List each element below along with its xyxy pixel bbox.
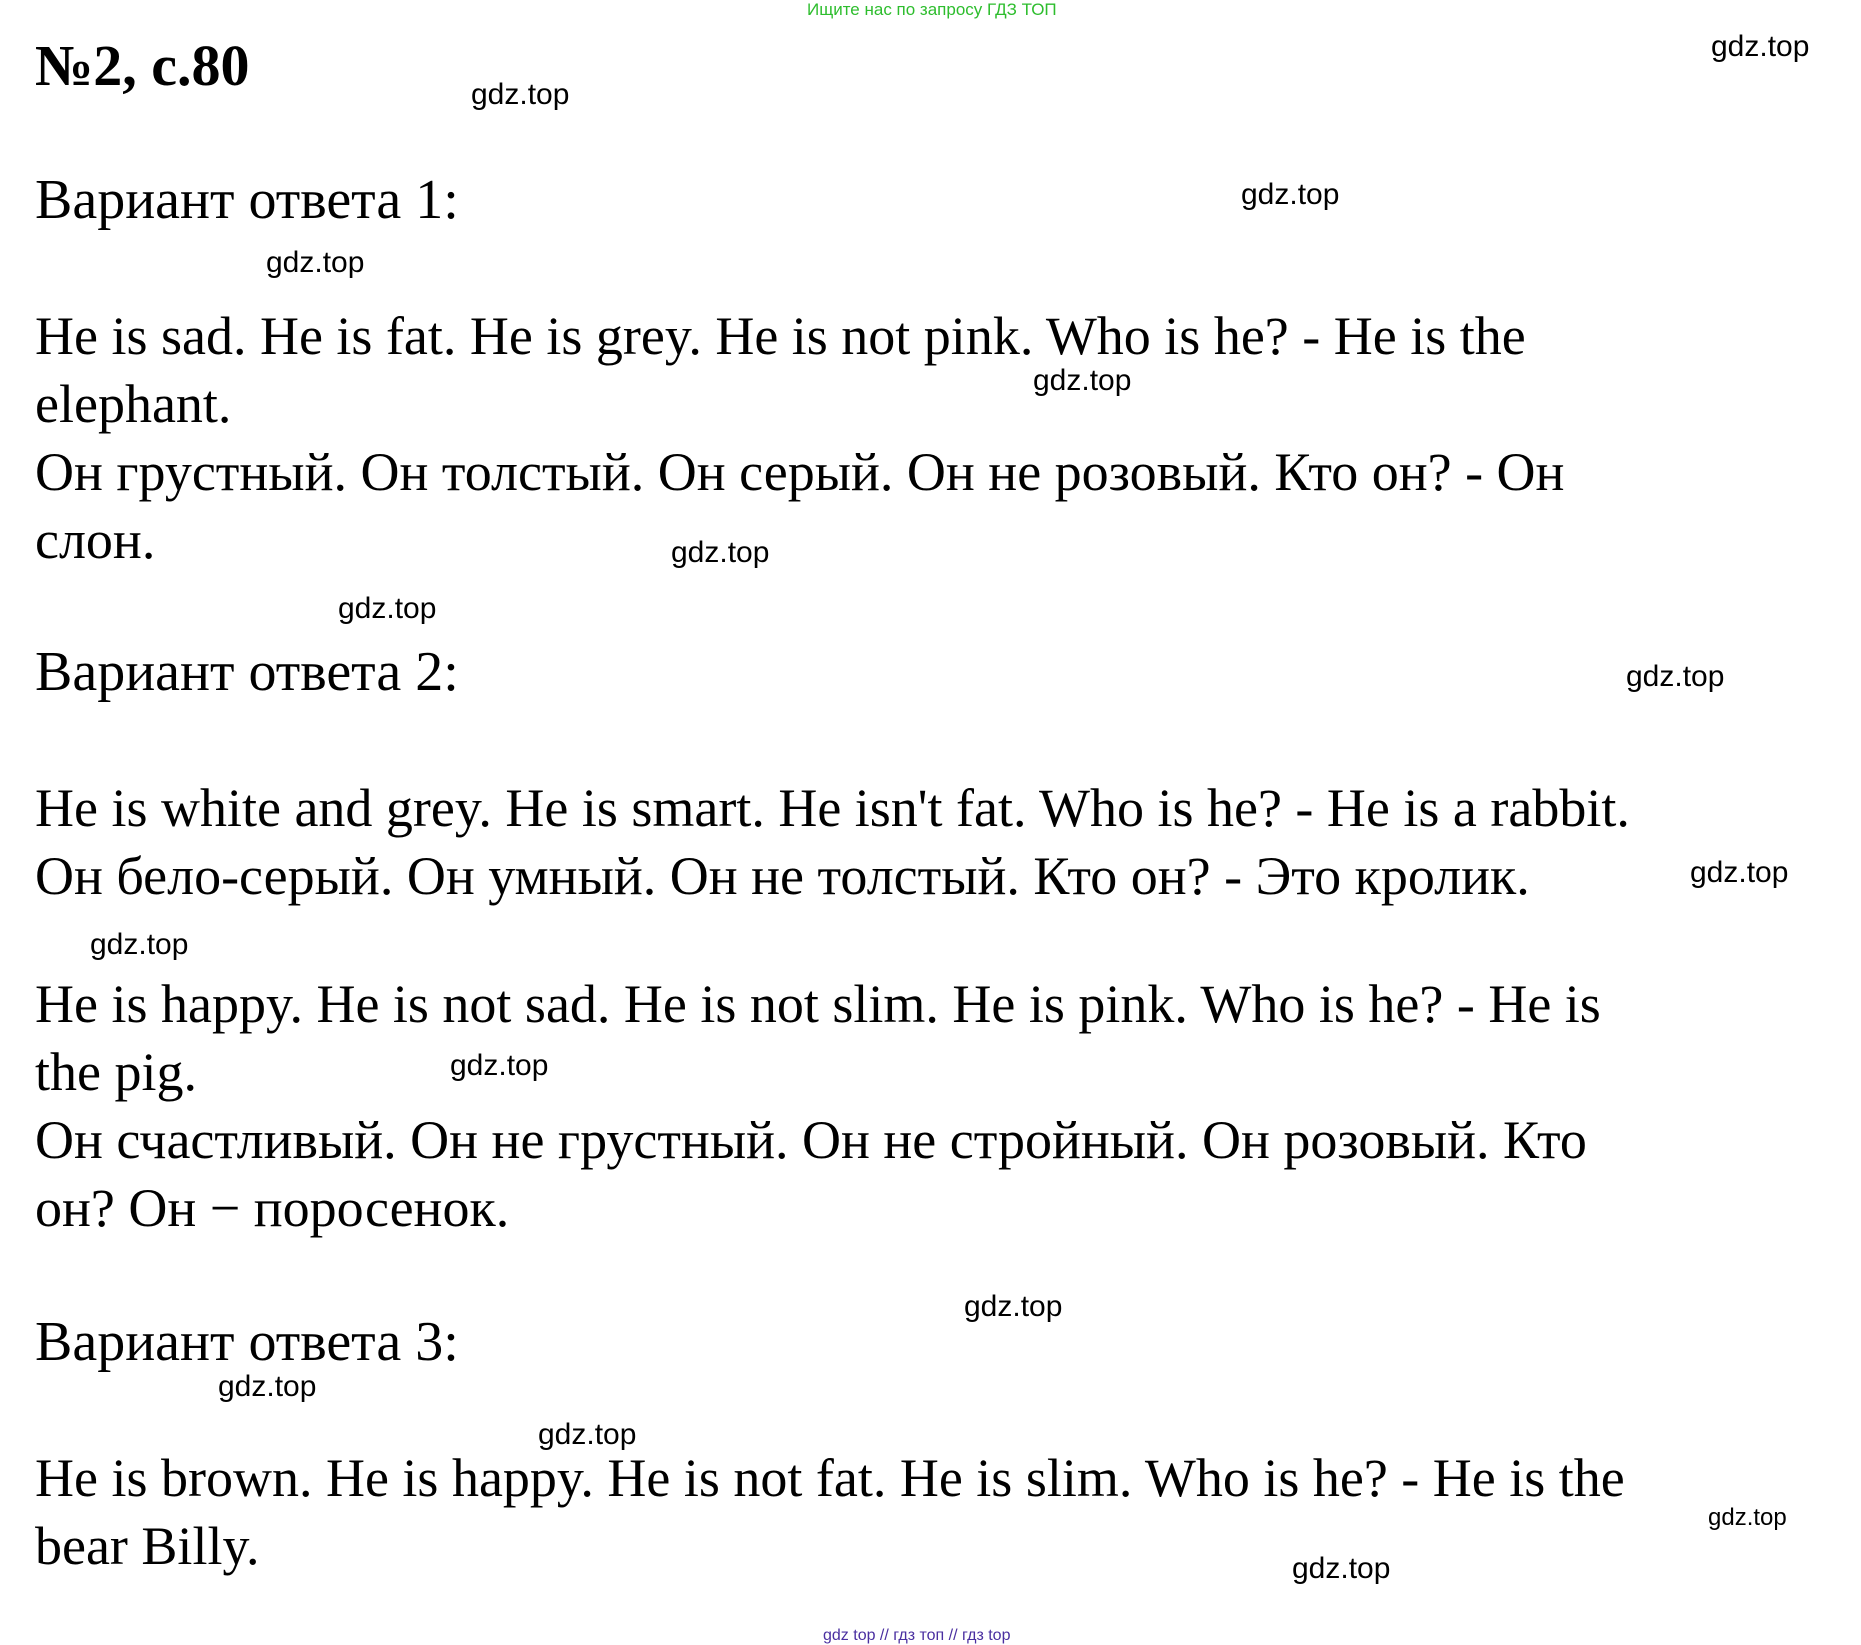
watermark: gdz.top [1033, 364, 1132, 397]
watermark: gdz.top [1711, 30, 1810, 63]
variant-2-line: the pig. [35, 1042, 197, 1102]
variant-3-title: Вариант ответа 3: [35, 1311, 459, 1373]
watermark: gdz.top [538, 1418, 637, 1451]
watermark: gdz.top [338, 592, 437, 625]
watermark: gdz.top [964, 1290, 1063, 1323]
watermark: gdz.top [90, 928, 189, 961]
variant-2-title: Вариант ответа 2: [35, 641, 459, 703]
variant-2-line: он? Он − поросенок. [35, 1178, 510, 1238]
variant-1-line: elephant. [35, 374, 232, 434]
variant-2-line: He is white and grey. He is smart. He isn't fat. Who is he? - He is a rabbit. [35, 778, 1630, 838]
watermark: gdz.top [471, 78, 570, 111]
variant-3-line: He is brown. He is happy. He is not fat. He is slim. Who is he? - He is the [35, 1448, 1625, 1508]
watermark: gdz.top [1626, 660, 1725, 693]
variant-3-line: bear Billy. [35, 1516, 260, 1576]
top-banner: Ищите нас по запросу ГДЗ ТОП [807, 0, 1057, 19]
watermark: gdz.top [1241, 178, 1340, 211]
watermark: gdz.top [450, 1049, 549, 1082]
variant-1-line: слон. [35, 510, 156, 570]
variant-1-line: Он грустный. Он толстый. Он серый. Он не розовый. Кто он? - Он [35, 442, 1565, 502]
variant-2-line: Он счастливый. Он не грустный. Он не стройный. Он розовый. Кто [35, 1110, 1587, 1170]
footer-links: gdz top // гдз топ // гдз top [823, 1627, 1011, 1644]
variant-1-title: Вариант ответа 1: [35, 169, 459, 231]
watermark: gdz.top [266, 246, 365, 279]
watermark: gdz.top [671, 536, 770, 569]
watermark: gdz.top [1292, 1552, 1391, 1585]
variant-2-line: He is happy. He is not sad. He is not slim. He is pink. Who is he? - He is [35, 974, 1601, 1034]
watermark: gdz.top [218, 1370, 317, 1403]
variant-2-line: Он бело-серый. Он умный. Он не толстый. Кто он? - Это кролик. [35, 846, 1530, 906]
page-title: №2, с.80 [35, 33, 250, 98]
watermark: gdz.top [1708, 1504, 1787, 1531]
variant-1-line: He is sad. He is fat. He is grey. He is not pink. Who is he? - He is the [35, 306, 1526, 366]
watermark: gdz.top [1690, 856, 1789, 889]
